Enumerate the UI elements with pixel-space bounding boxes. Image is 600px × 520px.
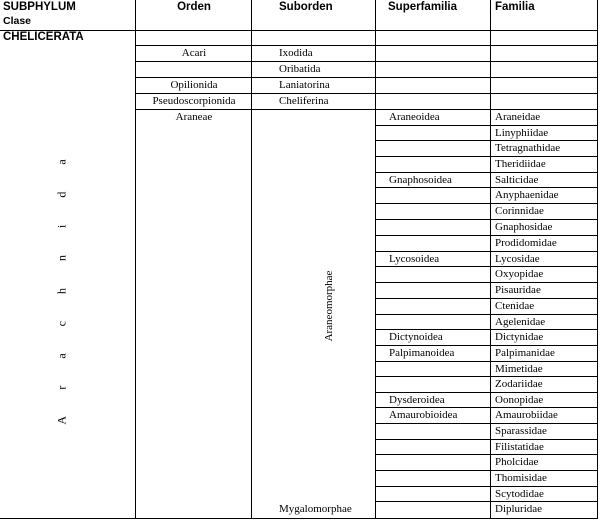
grid-line (375, 314, 490, 315)
orden-pseudoscorpionida: Pseudoscorpionida (152, 95, 236, 107)
orden-araneae: Araneae (175, 111, 213, 123)
familia-cell: Corinnidae (495, 205, 544, 217)
familia-cell: Prodidomidae (495, 237, 557, 249)
superfamilia-lycosoidea: Lycosoidea (389, 253, 440, 265)
grid-line (375, 266, 490, 267)
superfamilia-gnaphosoidea: Gnaphosoidea (389, 174, 452, 186)
familia-cell: Theridiidae (495, 158, 546, 170)
familia-cell: Oxyopidae (495, 268, 544, 280)
grid-line (490, 282, 598, 283)
suborden-cheliferina: Cheliferina (279, 95, 329, 107)
grid-line (375, 251, 490, 252)
grid-line (375, 392, 490, 393)
grid-line (490, 407, 598, 408)
grid-line (375, 345, 490, 346)
grid-line (375, 454, 490, 455)
familia-cell: Araneidae (495, 111, 541, 123)
grid-line (135, 30, 598, 31)
header-familia: Familia (495, 1, 535, 13)
familia-cell: Oonopidae (495, 394, 544, 406)
header-orden: Orden (177, 1, 211, 13)
grid-line (490, 140, 598, 141)
header-clase: Clase (3, 15, 32, 27)
grid-line (135, 45, 598, 46)
familia-cell: Palpimanidae (495, 347, 555, 359)
familia-cell: Scytodidae (495, 488, 544, 500)
suborden-mygalomorphae: Mygalomorphae (279, 503, 352, 515)
grid-line (135, 109, 598, 110)
grid-line (375, 219, 490, 220)
familia-cell: Filistatidae (495, 441, 544, 453)
suborden-araneomorphae: Araneomorphae (323, 270, 335, 342)
familia-cell: Thomisidae (495, 472, 547, 484)
superfamilia-dysderoidea: Dysderoidea (389, 394, 445, 406)
grid-line (490, 345, 598, 346)
grid-line (490, 251, 598, 252)
grid-line (135, 77, 598, 78)
familia-cell: Tetragnathidae (495, 142, 561, 154)
grid-line (490, 125, 598, 126)
grid-line (490, 439, 598, 440)
orden-acari: Acari (181, 47, 207, 59)
grid-line (375, 187, 490, 188)
grid-line (490, 423, 598, 424)
familia-cell: Pisauridae (495, 284, 541, 296)
grid-line (375, 282, 490, 283)
grid-line (375, 486, 490, 487)
grid-line (375, 235, 490, 236)
header-superfamilia: Superfamilia (388, 1, 458, 13)
familia-cell: Pholcidae (495, 456, 539, 468)
grid-line (490, 219, 598, 220)
grid-line (490, 361, 598, 362)
grid-line (375, 376, 490, 377)
grid-line (135, 61, 598, 62)
grid-line (490, 314, 598, 315)
grid-line (375, 501, 490, 502)
familia-cell: Dictynidae (495, 331, 544, 343)
grid-line (375, 361, 490, 362)
subphylum-name: CHELICERATA (3, 31, 84, 43)
grid-line (490, 266, 598, 267)
superfamilia-araneoidea: Araneoidea (389, 111, 440, 123)
header-subphylum: SUBPHYLUM (3, 1, 76, 13)
superfamilia-amaurobioidea: Amaurobioidea (389, 409, 458, 421)
grid-line (0, 518, 598, 519)
grid-line (375, 172, 490, 173)
familia-cell: Lycosidae (495, 253, 540, 265)
familia-cell: Salticidae (495, 174, 539, 186)
grid-line (375, 125, 490, 126)
grid-line (375, 470, 490, 471)
grid-line (375, 140, 490, 141)
grid-line (490, 486, 598, 487)
familia-cell: Ctenidae (495, 300, 535, 312)
grid-line (490, 187, 598, 188)
grid-line (375, 407, 490, 408)
grid-line (490, 203, 598, 204)
suborden-oribatida: Oribatida (279, 63, 321, 75)
grid-line (490, 172, 598, 173)
familia-cell: Mimetidae (495, 363, 543, 375)
orden-opilionida: Opilionida (170, 79, 218, 91)
grid-line (490, 501, 598, 502)
grid-line (375, 203, 490, 204)
familia-cell: Agelenidae (495, 316, 546, 328)
suborden-laniatorina: Laniatorina (279, 79, 330, 91)
grid-line (490, 156, 598, 157)
grid-line (490, 329, 598, 330)
familia-cell: Amaurobiidae (495, 409, 558, 421)
superfamilia-palpimanoidea: Palpimanoidea (389, 347, 455, 359)
grid-line (490, 298, 598, 299)
grid-line (375, 423, 490, 424)
grid-line (375, 156, 490, 157)
grid-line (490, 376, 598, 377)
grid-line (375, 329, 490, 330)
familia-cell: Zodariidae (495, 378, 543, 390)
grid-line (375, 298, 490, 299)
familia-cell: Linyphiidae (495, 127, 549, 139)
header-suborden: Suborden (279, 1, 333, 13)
grid-line (0, 30, 135, 31)
familia-cell: Gnaphosidae (495, 221, 553, 233)
suborden-ixodida: Ixodida (279, 47, 313, 59)
grid-line (135, 93, 598, 94)
grid-line (490, 454, 598, 455)
familia-cell: Anyphaenidae (495, 189, 559, 201)
grid-line (375, 439, 490, 440)
superfamilia-dictynoidea: Dictynoidea (389, 331, 443, 343)
grid-line (490, 392, 598, 393)
grid-line (490, 470, 598, 471)
familia-cell: Dipluridae (495, 503, 543, 515)
clase-name: A r a c h n i d a (54, 147, 69, 425)
grid-line (490, 235, 598, 236)
familia-cell: Sparassidae (495, 425, 547, 437)
